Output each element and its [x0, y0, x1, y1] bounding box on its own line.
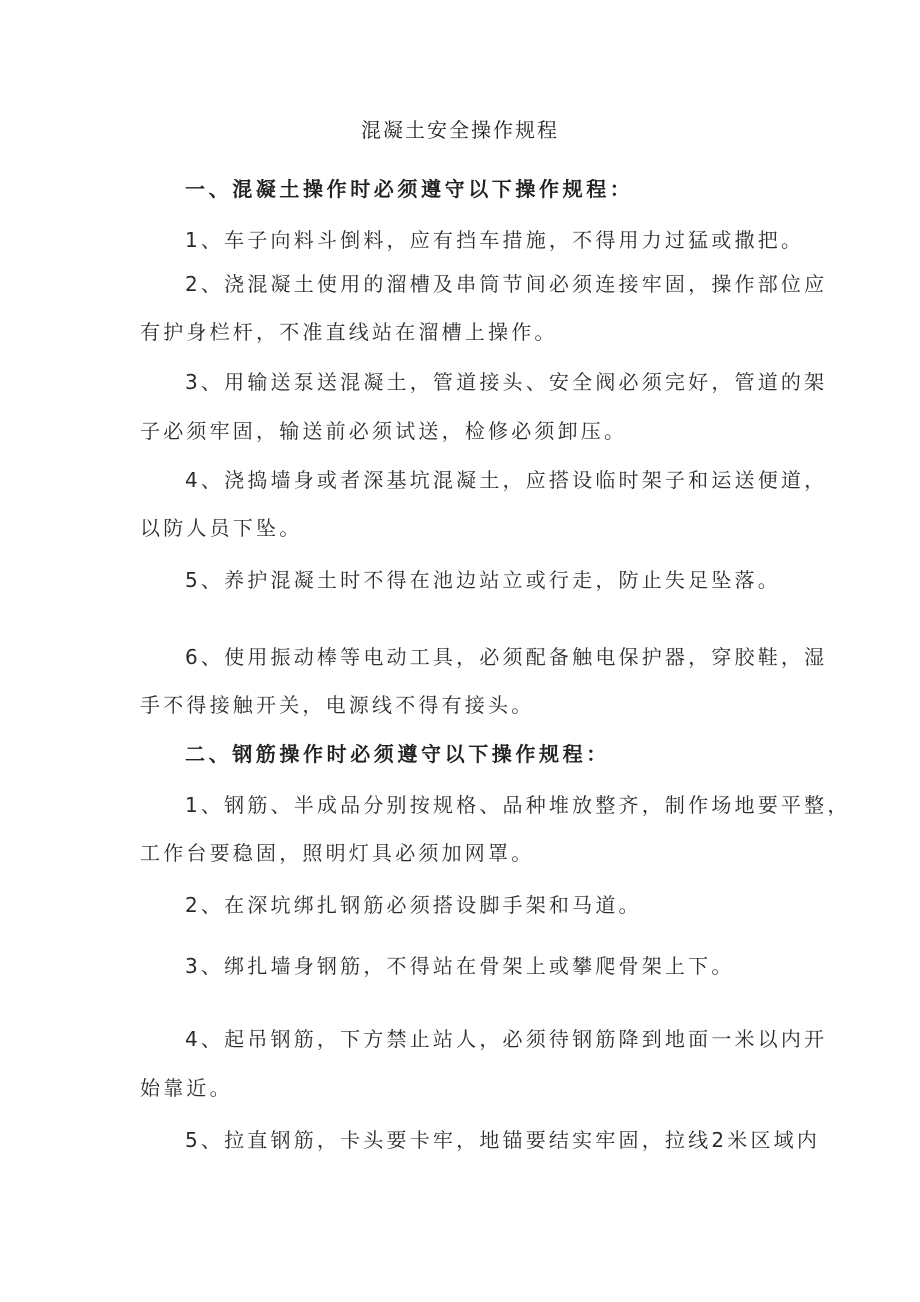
- section-2-heading: 二、钢筋操作时必须遵守以下操作规程：: [185, 742, 610, 766]
- section-1-item-2-line-2: 有护身栏杆，不准直线站在溜槽上操作。: [140, 320, 558, 344]
- section-2-item-4-line-2: 始靠近。: [140, 1076, 233, 1100]
- section-1-item-6-line-1: 6、使用振动棒等电动工具，必须配备触电保护器，穿胶鞋，湿: [185, 645, 828, 669]
- section-1-item-4-line-1: 4、浇捣墙身或者深基坑混凝土，应搭设临时架子和运送便道，: [185, 468, 828, 492]
- section-1-item-3-line-2: 子必须牢固，输送前必须试送，检修必须卸压。: [140, 419, 628, 443]
- section-1-item-1: 1、车子向料斗倒料，应有挡车措施，不得用力过猛或撒把。: [185, 228, 805, 252]
- section-2-item-2: 2、在深坑绑扎钢筋必须搭设脚手架和马道。: [185, 893, 642, 917]
- section-1-item-2-line-1: 2、浇混凝土使用的溜槽及串筒节间必须连接牢固，操作部位应: [185, 272, 828, 296]
- section-1-item-6-line-2: 手不得接触开关，电源线不得有接头。: [140, 693, 535, 717]
- section-2-item-1-line-2: 工作台要稳固，照明灯具必须加网罩。: [140, 841, 535, 865]
- section-2-item-1-line-1: 1、钢筋、半成品分别按规格、品种堆放整齐，制作场地要平整，: [185, 793, 851, 817]
- section-2-item-5-line-1: 5、拉直钢筋，卡头要卡牢，地锚要结实牢固，拉线2米区域内: [185, 1128, 821, 1152]
- section-2-item-4-line-1: 4、起吊钢筋，下方禁止站人，必须待钢筋降到地面一米以内开: [185, 1027, 828, 1051]
- section-2-item-3: 3、绑扎墙身钢筋，不得站在骨架上或攀爬骨架上下。: [185, 954, 735, 978]
- section-1-item-3-line-1: 3、用输送泵送混凝土，管道接头、安全阀必须完好，管道的架: [185, 370, 828, 394]
- document-title: 混凝土安全操作规程: [361, 118, 559, 142]
- section-1-heading: 一、混凝土操作时必须遵守以下操作规程：: [185, 177, 634, 201]
- section-1-item-4-line-2: 以防人员下坠。: [140, 516, 303, 540]
- section-1-item-5: 5、养护混凝土时不得在池边站立或行走，防止失足坠落。: [185, 568, 781, 592]
